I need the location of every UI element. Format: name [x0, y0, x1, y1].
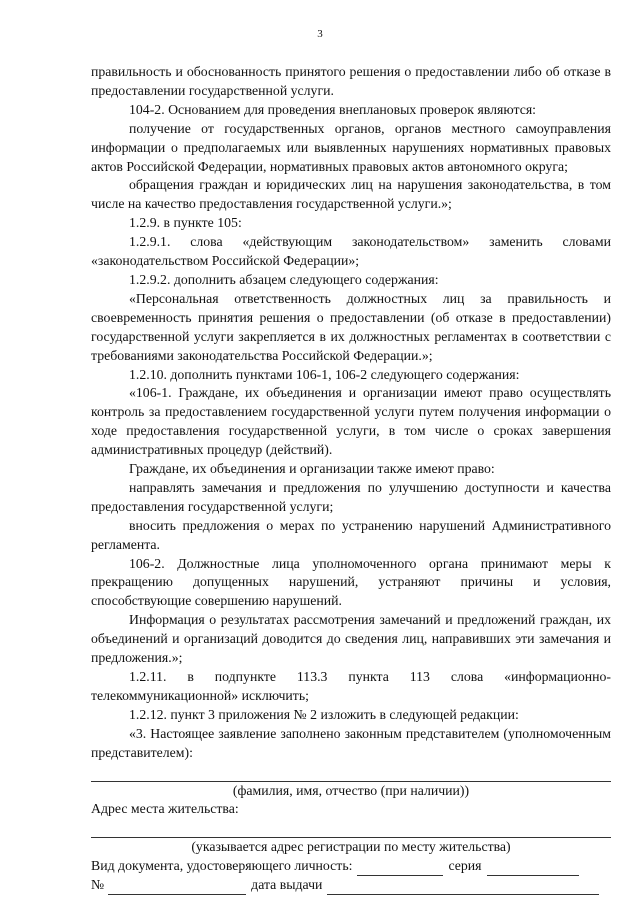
address-fill-line[interactable]: [91, 820, 611, 838]
paragraph: направлять замечания и предложения по улучшению доступности и качества предоставления государственной услуги;: [91, 479, 611, 514]
number-label: №: [91, 877, 105, 893]
paragraph: «3. Настоящее заявление заполнено законным представителем (уполномоченным представителем):: [91, 725, 611, 760]
series-blank[interactable]: [487, 861, 579, 876]
address-caption: (указывается адрес регистрации по месту жительства): [191, 839, 511, 855]
paragraph: Граждане, их объединения и организации также имеют право:: [129, 461, 495, 477]
id-document-type-blank[interactable]: [357, 861, 443, 876]
paragraph: вносить предложения о мерах по устранению нарушений Административного регламента.: [91, 517, 611, 552]
id-document-label: Вид документа, удостоверяющего личность:: [91, 858, 353, 874]
number-blank[interactable]: [108, 880, 246, 895]
paragraph: «Персональная ответственность должностных лиц за правильность и своевременность принятия решения о предоставлении (об отказе в предоставлении) государственной услуги закрепляется в их должностных регламентах в соответствии с требованиями законодательства Российской Федерации.»;: [91, 290, 611, 363]
paragraph: 1.2.11. в подпункте 113.3 пункта 113 слова «информационно-телекоммуникационной» исключить;: [91, 669, 611, 703]
paragraph: 104-2. Основанием для проведения внеплановых проверок являются:: [129, 101, 536, 117]
issue-date-blank[interactable]: [327, 880, 599, 895]
paragraph: «106-1. Граждане, их объединения и организации имеют право осуществлять контроль за предоставлением государственной услуги путем получения информации о ходе предоставления государственной услуги, в том числе о сроках завершения административных процедур (действий).: [91, 385, 611, 458]
paragraph: 106-2. Должностные лица уполномоченного органа принимают меры к прекращению допущенных нарушений, устраняют причины и условия, способствующие совершению нарушений.: [91, 555, 611, 609]
paragraph: 1.2.9.1. слова «действующим законодательством» заменить словами «законодательством Российской Федерации»;: [91, 234, 611, 269]
issue-date-label: дата выдачи: [251, 877, 323, 893]
paragraph: 1.2.9.2. дополнить абзацем следующего содержания:: [129, 271, 439, 287]
paragraph: 1.2.9. в пункте 105:: [129, 215, 242, 231]
address-label: Адрес места жительства:: [91, 801, 239, 817]
name-fill-line[interactable]: [91, 764, 611, 782]
id-document-row: [91, 857, 611, 876]
paragraph: 1.2.10. дополнить пунктами 106-1, 106-2 следующего содержания:: [129, 366, 520, 382]
name-caption: (фамилия, имя, отчество (при наличии)): [232, 782, 470, 798]
number-date-row: [91, 876, 611, 895]
document-body: [91, 63, 611, 895]
paragraph: обращения граждан и юридических лиц на нарушения законодательства, в том числе на качество предоставления государственной услуги.»;: [91, 177, 611, 212]
series-label: серия: [448, 858, 482, 874]
paragraph: Информация о результатах рассмотрения замечаний и предложений граждан, их объединений и организаций доводится до сведения лиц, направивших эти замечания и предложения.»;: [91, 612, 611, 666]
page-number: 3: [317, 28, 323, 40]
paragraph: правильность и обоснованность принятого решения о предоставлении либо об отказе в предоставлении государственной услуги.: [91, 64, 611, 98]
paragraph: 1.2.12. пункт 3 приложения № 2 изложить в следующей редакции:: [129, 706, 519, 722]
paragraph: получение от государственных органов, органов местного самоуправления информации о предполагаемых или выявленных нарушениях нормативных правовых актов Российской Федерации, нормативных правовых актов автономного округа;: [91, 120, 611, 174]
